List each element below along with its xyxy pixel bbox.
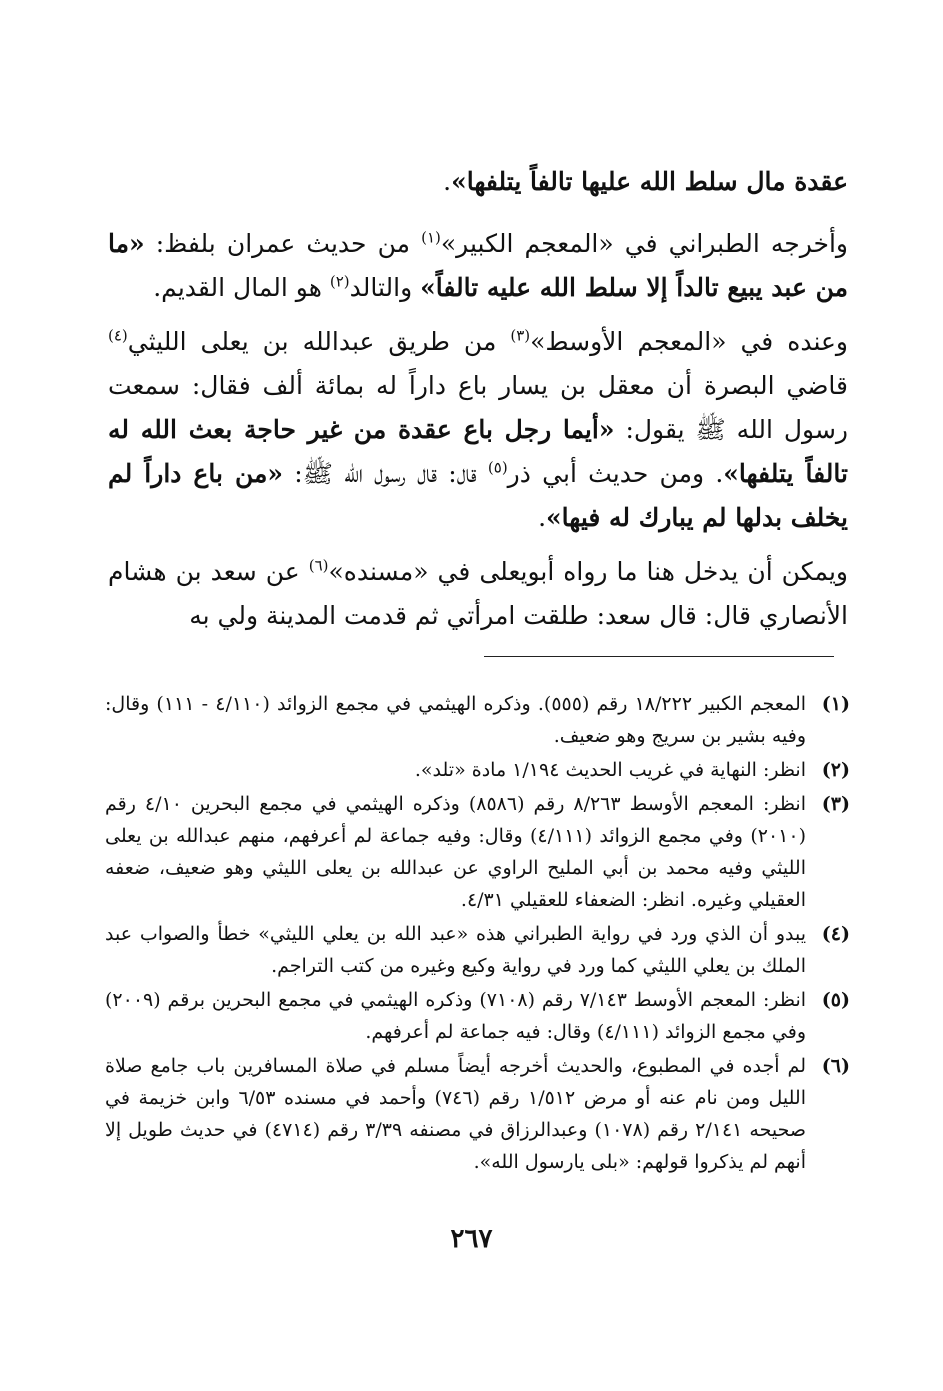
footnote [105, 688, 850, 752]
text-run: قال: قال رسول الله ﷺ: [283, 459, 488, 488]
footnote-separator [484, 656, 834, 657]
text-run: قاضي البصرة أن معقل بن يسار باع داراً له بمائة ألف فقال: سمعت رسول الله ﷺ يقول: [108, 371, 848, 444]
footnote [105, 788, 850, 916]
text-run: . [443, 167, 452, 196]
footnote-text: انظر: المعجم الأوسط ٧/١٤٣ رقم (٧١٠٨) وذكره الهيثمي في مجمع البحرين برقم (٢٠٠٩) وفي مجمع الزوائد (٤/١١١) وقال: فيه جماعة لم أعرفهم. [105, 989, 807, 1043]
footnote [105, 754, 850, 786]
paragraph-1 [108, 160, 848, 204]
text-run: وعنده في «المعجم الأوسط» [530, 327, 848, 356]
footnote-text: المعجم الكبير ١٨/٢٢٢ رقم (٥٥٥). وذكره الهيثمي في مجمع الزوائد (٤/١١٠ - ١١١) وقال: وفيه بشير بن سريج وهو ضعيف. [105, 693, 807, 747]
footnote-text: انظر: المعجم الأوسط ٨/٢٦٣ رقم (٨٥٨٦) وذكره الهيثمي في مجمع البحرين ٤/١٠ رقم (٢٠١٠) وفي مجمع الزوائد (٤/١١١) وقال: وفيه جماعة لم أعرفهم، منهم عبدالله بن يعلى الليثي وفيه محمد بن أبي المليح الراوي عن عبدالله بن يعلى الليثي وهو ضعيف، ضعفه العقيلي وغيره. انظر: الضعفاء للعقيلي ٤/٣١. [105, 793, 806, 911]
footnote [105, 984, 850, 1048]
page-number: ٢٦٧ [450, 1224, 493, 1254]
footnote [105, 1050, 850, 1178]
footnote-text: لم أجده في المطبوع، والحديث أخرجه أيضاً مسلم في صلاة المسافرين باب جامع صلاة الليل ومن نام عنه أو مرض ١/٥١٢ رقم (٧٤٦) وأحمد في مسنده ٦/٥٣ وابن خزيمة في صحيحه ٢/١٤١ رقم (١٠٧٨) وعبدالرزاق في مصنفه ٣/٣٩ رقم (٤٧١٤) في حديث طويل إلا أنهم لم يذكروا قولهم: «بلى يارسول الله». [105, 1055, 807, 1173]
footnote-number: (٥) [821, 989, 850, 1011]
footnote-ref: (٦) [308, 556, 329, 575]
footnote-number: (١) [821, 693, 850, 715]
bold-quote: «من باع داراً لم يخلف بدلها لم يبارك له فيها» [108, 459, 848, 532]
footnote-ref: (٢) [329, 272, 350, 291]
footnote-ref: (١) [421, 228, 441, 247]
footnote-number: (٦) [821, 1055, 850, 1077]
text-run: . [538, 503, 547, 532]
bold-quote: «ما من عبد يبيع تالداً إلا سلط الله عليه تالفاً» [108, 229, 848, 302]
text-run: . ومن حديث أبي ذر [507, 459, 724, 488]
bold-quote: عقدة مال سلط الله عليها تالفاً يتلفها» [451, 167, 848, 196]
paragraph-4 [108, 550, 848, 638]
footnote-ref: (٥) [487, 458, 508, 477]
footnote-number: (٣) [821, 793, 850, 815]
text-run: هو المال القديم. [153, 273, 330, 302]
footnote-ref: (٤) [108, 326, 128, 345]
footnote-number: (٢) [821, 759, 850, 781]
footnotes [105, 688, 850, 1180]
bold-quote: «أيما رجل باع عقدة من غير حاجة بعث الله له تالفاً يتلفها» [108, 415, 848, 488]
text-run: وأخرجه الطبراني في «المعجم الكبير» [440, 229, 849, 258]
text-run: والتالد [349, 273, 421, 302]
text-run: من حديث عمران بلفظ: [144, 229, 422, 258]
footnote-text: يبدو أن الذي ورد في رواية الطبراني هذه «عبد الله بن يعلي الليثي» خطأ والصواب عبد الملك بن يعلي الليثي كما ورد في رواية وكيع وغيره من كتب التراجم. [105, 923, 806, 977]
text-run: من طريق عبدالله بن يعلى الليثي [127, 327, 511, 356]
text-run: ويمكن أن يدخل هنا ما رواه أبويعلى في «مسنده» [328, 557, 849, 586]
paragraph-3 [108, 320, 848, 540]
paragraph-2 [108, 222, 848, 310]
footnote-ref: (٣) [510, 326, 531, 345]
footnote-number: (٤) [821, 923, 850, 945]
footnote [105, 918, 850, 982]
text-run: عن سعد بن هشام الأنصاري قال: قال سعد: طلقت امرأتي ثم قدمت المدينة ولي به [108, 557, 848, 630]
footnote-text: انظر: النهاية في غريب الحديث ١/١٩٤ مادة «تلد». [414, 759, 806, 781]
